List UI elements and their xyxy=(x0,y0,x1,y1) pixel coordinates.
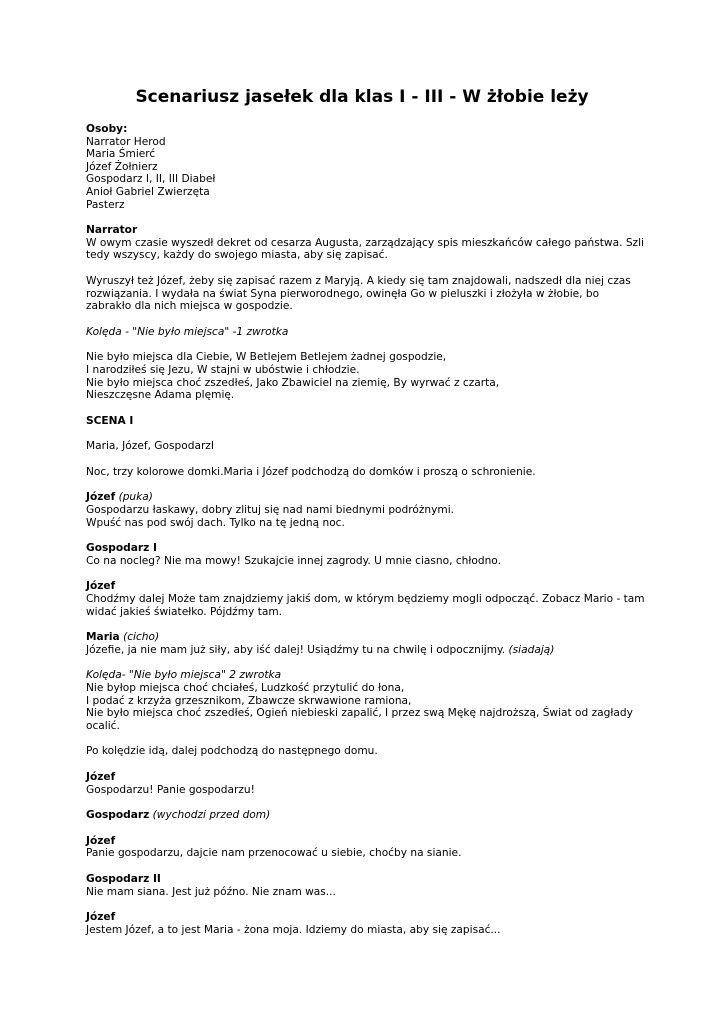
speaker-name: Gospodarz II xyxy=(86,872,161,885)
gospodarz-2-line xyxy=(86,873,646,898)
speaker-name: Józef xyxy=(86,770,116,783)
dialogue-line: zabrakło dla nich miejsca w gospodzie. xyxy=(86,300,293,313)
cast-heading: Osoby: xyxy=(86,123,128,135)
gospodarz-enter xyxy=(86,809,646,822)
speaker-note: (puka) xyxy=(118,491,153,504)
carol-2-verse xyxy=(86,669,646,732)
carol-heading: Kolęda - "Nie było miejsca" -1 zwrotka xyxy=(86,325,289,338)
stage-direction: Po kolędzie idą, dalej podchodzą do następnego domu. xyxy=(86,745,378,758)
speaker-note: (cicho) xyxy=(123,631,160,644)
carol-1-verse xyxy=(86,351,646,401)
stage-note: (siadają) xyxy=(508,643,555,656)
scene-cast-block xyxy=(86,440,646,453)
cast-list xyxy=(86,123,646,211)
verse-line: Nieszczęsne Adama plęmię. xyxy=(86,389,235,402)
cast-line: Gospodarz I, II, III Diabeł xyxy=(86,173,216,186)
dialogue-line: W owym czasie wyszedł dekret od cesarza Augusta, zarządzający spis mieszkańców całego państwa. Szli xyxy=(86,236,644,249)
dialogue-line: Wyruszył też Józef, żeby się zapisać razem z Maryją. A kiedy się tam znajdowali, nadszedł dla niej czas xyxy=(86,274,631,287)
cast-line: Narrator Herod xyxy=(86,135,166,148)
dialogue-line: Józefie, ja nie mam już siły, aby iść dalej! Usiądźmy tu na chwilę i odpocznijmy. xyxy=(86,643,506,656)
speaker-name: Gospodarz xyxy=(86,809,150,822)
verse-line: I podać z krzyża grzesznikom, Zbawcze skrwawione ramiona, xyxy=(86,694,412,707)
gospodarz-1-line xyxy=(86,542,646,567)
cast-line: Anioł Gabriel Zwierzęta xyxy=(86,185,210,198)
document-body xyxy=(86,123,646,949)
speaker-name: Narrator xyxy=(86,224,138,237)
scene-cast: Maria, Józef, GospodarzI xyxy=(86,440,214,453)
dialogue-line: Nie mam siana. Jest już późno. Nie znam was... xyxy=(86,885,336,898)
speaker-name: Józef xyxy=(86,580,116,593)
speaker-name: Józef xyxy=(86,911,116,924)
maria-line-1 xyxy=(86,631,646,656)
verse-line: I narodziłeś się Jezu, W stajni w ubóstwie i chłodzie. xyxy=(86,363,360,376)
cast-line: Józef Żołnierz xyxy=(86,160,158,173)
carol-heading: Kolęda- "Nie było miejsca" 2 zwrotka xyxy=(86,669,282,682)
narrator-paragraph xyxy=(86,275,646,313)
speaker-name: Józef xyxy=(86,834,116,847)
jozef-line-5 xyxy=(86,911,646,936)
speaker-name: Maria xyxy=(86,631,120,644)
speaker-note: (wychodzi przed dom) xyxy=(152,809,271,822)
narrator-block xyxy=(86,224,646,262)
dialogue-line: Panie gospodarzu, dajcie nam przenocować u siebie, choćby na sianie. xyxy=(86,847,462,860)
dialogue-line: Gospodarzu łaskawy, dobry zlituj się nad nami biednymi podróżnymi. xyxy=(86,504,455,517)
dialogue-line: Gospodarzu! Panie gospodarzu! xyxy=(86,783,255,796)
scene-heading-block xyxy=(86,415,646,428)
verse-line: Nie było miejsca dla Ciebie, W Betlejem Betlejem żadnej gospodzie, xyxy=(86,351,447,364)
dialogue-line: widać jakieś światełko. Pójdźmy tam. xyxy=(86,605,283,618)
jozef-line-4 xyxy=(86,835,646,860)
document-title: Scenariusz jasełek dla klas I - III - W żłobie leży xyxy=(135,87,589,107)
verse-line: Nie byłop miejsca choć chciałeś, Ludzkość przytulić do łona, xyxy=(86,682,405,694)
verse-line: Nie było miejsca choć zszedłeś, Jako Zbawiciel na ziemię, By wyrwać z czarta, xyxy=(86,376,500,389)
jozef-line-2 xyxy=(86,580,646,618)
verse-line: Nie było miejsca choć zszedłeś, Ogień niebieski zapalić, I przez swą Mękę najdroższą, Świat od zagłady xyxy=(86,707,633,720)
jozef-line-3 xyxy=(86,771,646,796)
dialogue-line: rozwiązania. I wydała na świat Syna pierworodnego, owinęła Go w pieluszki i złożyła w żłobie, bo xyxy=(86,287,600,300)
speaker-name: Józef xyxy=(86,491,116,504)
cast-line: Pasterz xyxy=(86,198,125,211)
dialogue-line: Chodźmy dalej Może tam znajdziemy jakiś dom, w którym będziemy mogli odpocząć. Zobacz Mario - tam xyxy=(86,593,645,606)
dialogue-line: Jestem Józef, a to jest Maria - żona moja. Idziemy do miasta, aby się zapisać... xyxy=(86,923,501,936)
verse-line: ocalić. xyxy=(86,719,120,732)
dialogue-line: tedy wszyscy, każdy do swojego miasta, aby się zapisać. xyxy=(86,249,388,262)
carol-1-heading-block xyxy=(86,326,646,339)
cast-line: Maria Śmierć xyxy=(86,148,156,161)
stage-direction: Noc, trzy kolorowe domki.Maria i Józef podchodzą do domków i proszą o schronienie. xyxy=(86,465,536,478)
scene-heading: SCENA I xyxy=(86,414,134,427)
scene-direction-block xyxy=(86,466,646,479)
dialogue-line: Co na nocleg? Nie ma mowy! Szukajcie innej zagrody. U mnie ciasno, chłodno. xyxy=(86,554,501,567)
jozef-line-1 xyxy=(86,491,646,529)
dialogue-line: Wpuść nas pod swój dach. Tylko na tę jedną noc. xyxy=(86,516,345,529)
speaker-name: Gospodarz I xyxy=(86,542,157,555)
after-carol-block xyxy=(86,745,646,758)
